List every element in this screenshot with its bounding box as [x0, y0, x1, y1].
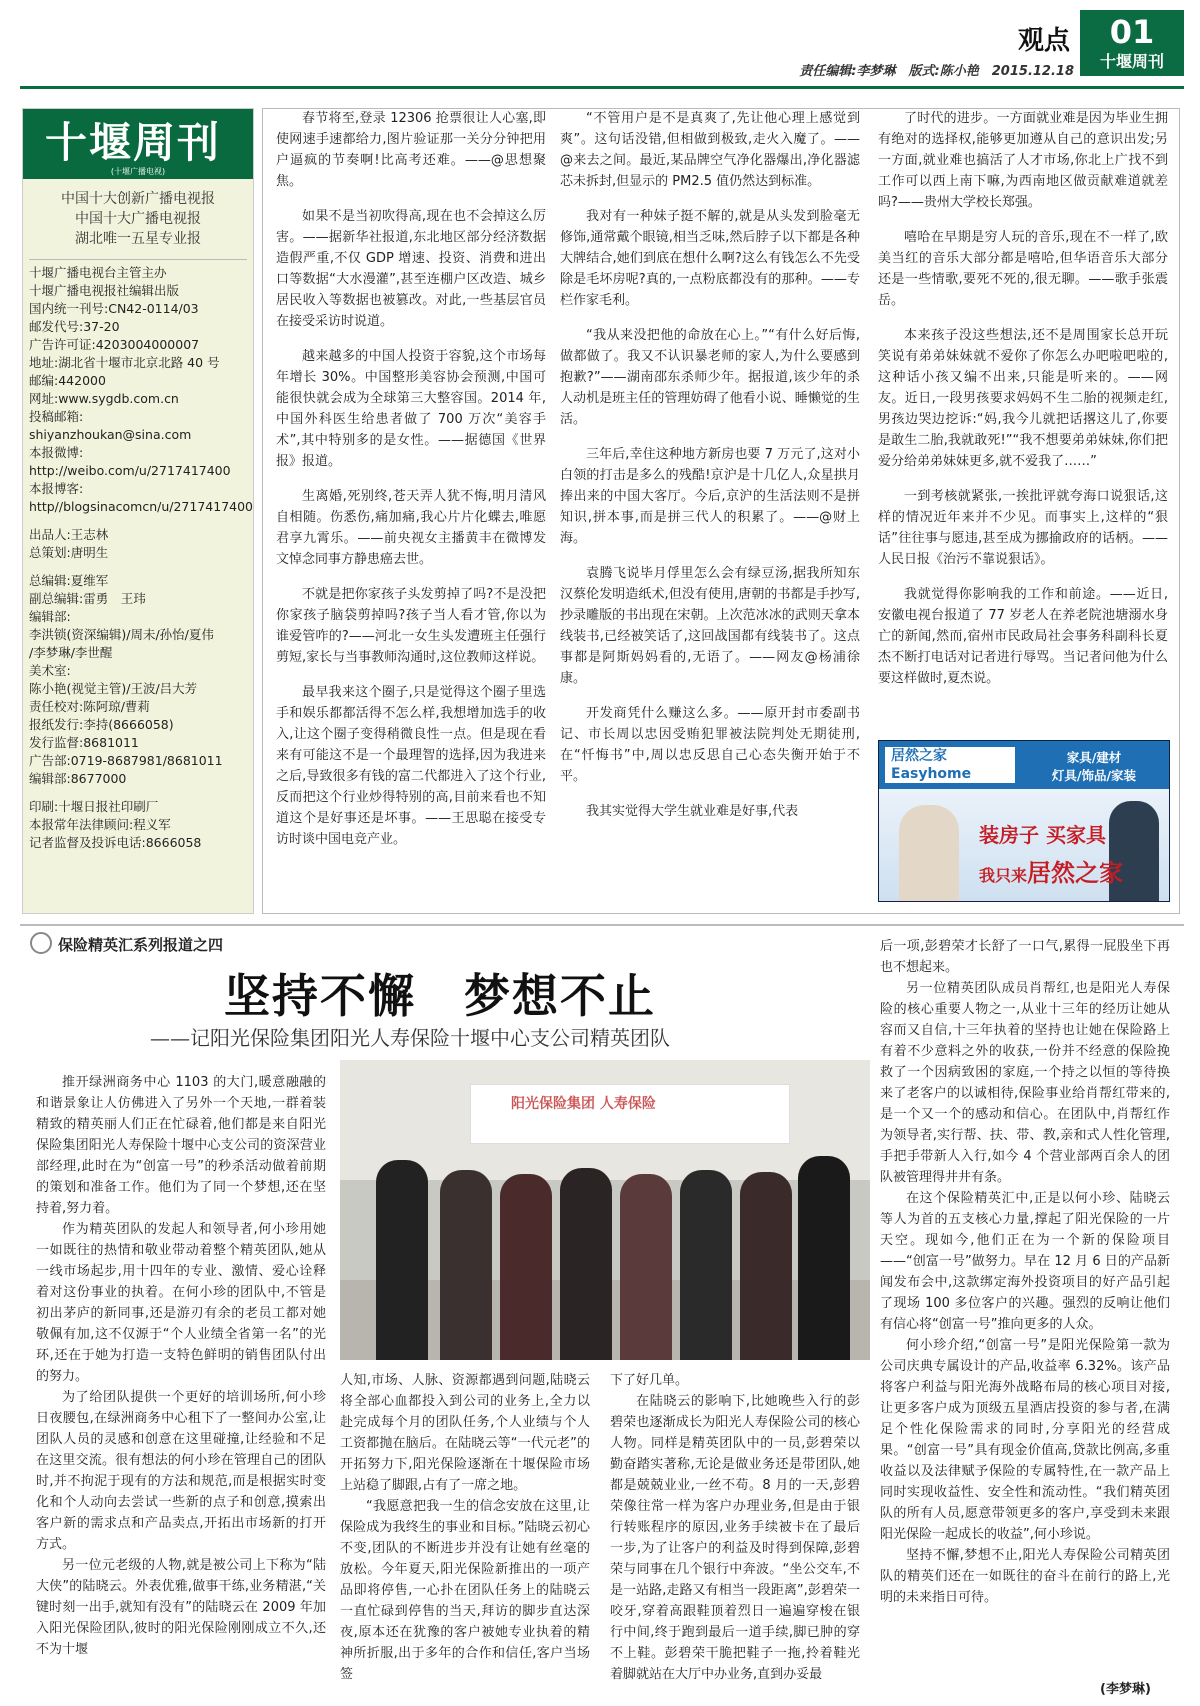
quote-paragraph: 本来孩子没这些想法,还不是周围家长总开玩笑说有弟弟妹妹就不爱你了你怎么办吧啦吧啦的,这种话小孩又编不出来,只能是听来的。——网友。近日,一段男孩要求妈妈不生二胎的视频走红,男孩边哭边挖诉:“妈,我今儿就把话撂这儿了,你要是敢生二胎,我就敢死!”“我不想要弟弟妹妹,你们把爱分给弟弟妹妹更多,就不爱我了……”	[878, 328, 1168, 469]
series-tag	[30, 932, 223, 955]
person-figure	[440, 1170, 492, 1360]
section-title: 观点	[1018, 26, 1071, 56]
info-line: 网址:www.sygdb.com.cn	[29, 391, 179, 406]
info-line: 出品人:王志林	[29, 527, 109, 542]
feature-column-2	[340, 1370, 590, 1685]
publication-info	[23, 264, 253, 516]
info-line: http//blogsinacomcn/u/2717417400	[29, 499, 254, 514]
info-line: 美术室:	[29, 663, 71, 678]
masthead-column	[22, 108, 254, 914]
info-line: 本报常年法律顾问:程义军	[29, 817, 171, 832]
person-figure	[560, 1168, 612, 1360]
circle-icon	[30, 932, 52, 954]
person-figure	[680, 1170, 732, 1360]
article-paragraph: 何小珍介绍,“创富一号”是阳光保险第一款为公司庆典专属设计的产品,收益率 6.32%。该产品将客户利益与阳光海外战略布局的核心项目对接,让更多客户成为顶级五星酒店投资的参与者,在满足个性化保险需求的同时,分享阳光的经营成果。“创富一号”具有现金价值高,贷款比例高,多重收益以及法律赋予保险的专属特性,在一款产品上同时实现收益性、安全性和流动性。“我们精英团队的所有人员,愿意带领更多的客户,享受到未来跟阳光保险一起成长的收益”,何小珍说。	[880, 1338, 1170, 1542]
slogan-line: 中国十大广播电视报	[75, 211, 201, 227]
info-line: 责任校对:陈阿琼/曹莉	[29, 699, 150, 714]
series-tag-label: 保险精英汇系列报道之四	[58, 936, 224, 954]
info-line: 广告许可证:4203004000007	[29, 337, 200, 352]
article-paragraph: 作为精英团队的发起人和领导者,何小珍用她一如既往的热情和敬业带动着整个精英团队,她从一线市场起步,用十四年的专业、激情、爱心诠释着对这份事业的执着。在何小珍的团队中,不管是初出茅庐的新同事,还是游刃有余的老员工都对她敬佩有加,这不仅源于“个人业绩全省第一名”的光环,还在于她为打造一支特色鲜明的销售团队付出的努力。	[36, 1222, 326, 1384]
quote-paragraph: “不管用户是不是真爽了,先让他心理上感觉到爽”。这句话没错,但相做到极致,走火入魔了。——@来去之间。最近,某品牌空气净化器爆出,净化器滤芯未拆封,但显示的 PM2.5 值仍然达到标准。	[560, 111, 860, 189]
info-line: 十堰广播电视报社编辑出版	[29, 283, 180, 298]
publisher-info	[23, 526, 253, 562]
printing-info	[23, 798, 253, 852]
ad-slogan-name: 居然之家	[1027, 859, 1124, 887]
quote-paragraph: “我从来没把他的命放在心上。”“有什么好后悔,做都做了。我又不认识暴老师的家人,为什么要感到抱歉?”——湖南邵东杀师少年。据报道,该少年的杀人动机是班主任的管理妨碍了他看小说、睡懒觉的生活。	[560, 328, 860, 427]
info-line: 国内统一刊号:CN42-0114/03	[29, 301, 199, 316]
slogan-line: 中国十大创新广播电视报	[61, 191, 215, 207]
info-line: 编辑部:	[29, 609, 71, 624]
masthead-title: 十堰周刊	[45, 118, 222, 167]
article-paragraph: “我愿意把我一生的信念安放在这里,让保险成为我终生的事业和目标。”陆晓云初心不变,团队的不断进步并没有让她有丝毫的放松。今年夏天,阳光保险新推出的一项产品即将停售,一心扑在团队任务上的陆晓云一直忙碌到停售的当天,拜访的脚步直达深夜,原本还在犹豫的客户被她专业执着的精神所折服,出于多年的合作和信任,客户当场签	[340, 1499, 590, 1682]
quote-paragraph: 我其实觉得大学生就业难是好事,代表	[586, 804, 799, 819]
quotes-column-1	[276, 108, 546, 864]
section-divider	[20, 924, 1184, 926]
info-line: http://weibo.com/u/2717417400	[29, 463, 231, 478]
info-line: 总策划:唐明生	[29, 545, 109, 560]
info-line: 记者监督及投诉电话:8666058	[29, 835, 202, 850]
ad-slogan-prefix: 我只来	[979, 866, 1028, 885]
quote-paragraph: 一到考核就紧张,一挨批评就夸海口说狠话,这样的情况近年来并不少见。而事实上,这样的“狠话”往往事与愿违,甚至成为挪揄政府的话柄。——人民日报《治污不靠说狠话》。	[878, 489, 1168, 567]
info-line: 编辑部:8677000	[29, 771, 127, 786]
quote-paragraph: 袁腾飞说毕月俘里怎么会有绿豆汤,据我所知东汉蔡伦发明造纸术,但没有使用,唐朝的书都是手抄写,抄录雕版的书出现在宋朝。上次范冰冰的武则天拿本线装书,已经被笑话了,这回战国都有线装书了。这点事都是阿斯妈妈看的,无语了。——网友@杨浦徐康。	[560, 566, 860, 686]
quote-paragraph: 越来越多的中国人投资于容貌,这个市场每年增长 30%。中国整形美容协会预测,中国可能很快就会成为全球第三大整容国。2014 年,中国外科医生给患者做了 700 万次“美容手术”,其中特别多的是女性。——据德国《世界报》报道。	[276, 349, 546, 469]
quote-paragraph: 三年后,幸住这种地方新房也要 7 万元了,这对小白领的打击是多么的残酷!京沪是十几亿人,众星拱月捧出来的中国大客厅。今后,京沪的生活法则不是拼知识,拼本事,而是拼三代人的积累了。——@财上海。	[560, 447, 860, 546]
article-paragraph: 在这个保险精英汇中,正是以何小珍、陆晓云等人为首的五支核心力量,撑起了阳光保险的一片天空。现如今,他们正在为一个新的保险项目——“创富一号”做努力。早在 12 月 6 日的产品新闻发布会中,这款绑定海外投资项目的好产品引起了现场 100 多位客户的兴趣。强烈的反响让他们有信心将“创富一号”推向更多的人众。	[880, 1191, 1170, 1332]
quote-paragraph: 最早我来这个圈子,只是觉得这个圈子里选手和娱乐都都活得不怎么样,我想增加选手的收入,让这个圈子变得稍微良性一点。但是现在看来有可能这不是一个最理智的选择,因为我进来之后,导致很多有钱的富二代都进入了这个行业,反而把这个行业炒得特别的高,目前来看也不知道这个是好事还是坏事。——王思聪在接受专访时谈中国电竞产业。	[276, 685, 546, 847]
quote-paragraph: 不就是把你家孩子头发剪掉了吗?不是没把你家孩子脑袋剪掉吗?孩子当人看才管,你以为谁爱管咋的?——河北一女生头发遭班主任强行剪短,家长与当事教师沟通时,这位教师这样说。	[276, 587, 546, 665]
feature-column-4	[880, 936, 1170, 1608]
ad-category: 家具/建材	[1066, 750, 1122, 765]
ad-category: 灯具/饰品/家装	[1051, 768, 1137, 783]
info-line: 陈小艳(视觉主管)/王波/吕大芳	[29, 681, 198, 696]
info-line: 副总编辑:雷勇 王玮	[29, 591, 146, 606]
feature-column-1	[36, 1072, 326, 1660]
info-line: 报纸发行:李持(8666058)	[29, 717, 174, 732]
ad-person-figure	[899, 805, 959, 901]
article-paragraph: 另一位元老级的人物,就是被公司上下称为“陆大侠”的陆晓云。外表优雅,做事干练,业务精湛,“关键时刻一出手,就知有没有”的陆晓云在 2009 年加入阳光保险团队,彼时的阳光保险刚刚成立不久,还不为十堰	[36, 1558, 326, 1657]
person-figure	[798, 1156, 850, 1360]
info-line: 投稿邮箱:	[29, 409, 84, 424]
ad-slogan: 装房子 买家具	[979, 823, 1106, 847]
quote-paragraph: 了时代的进步。一方面就业难是因为毕业生拥有绝对的选择权,能够更加遵从自己的意识出发;另一方面,就业难也搞活了人才市场,你北上广找不到工作可以西上南下嘛,为西南地区做贡献难道就差吗?——贵州大学校长郑强。	[878, 111, 1168, 210]
info-line: 十堰广播电视台主管主办	[29, 265, 167, 280]
article-paragraph: 坚持不懈,梦想不止,阳光人寿保险公司精英团队的精英们还在一如既往的奋斗在前行的路上,光明的未来指日可待。	[880, 1548, 1170, 1605]
divider	[29, 259, 247, 260]
article-paragraph: 推开绿洲商务中心 1103 的大门,暖意融融的和谐景象让人仿佛进入了另外一个天地,一群着装精致的精英丽人们正在忙碌着,他们都是来自阳光保险集团阳光人寿保险十堰中心支公司的资深营业部经理,此时在为“创富一号”的秒杀活动做着前期的策划和准备工作。他们为了同一个梦想,还在坚持着,努力着。	[36, 1075, 326, 1216]
author-byline: (李梦琳)	[1100, 1682, 1151, 1697]
feature-headline: 坚持不懈 梦想不止	[224, 969, 656, 1023]
info-line: 地址:湖北省十堰市北京北路 40 号	[29, 355, 220, 370]
page-number-badge	[1080, 10, 1184, 76]
info-line: /李梦琳/李世醒	[29, 645, 113, 660]
feature-column-3	[610, 1370, 860, 1685]
masthead-logo	[23, 109, 253, 179]
person-figure	[376, 1160, 428, 1360]
paper-name: 十堰周刊	[1099, 52, 1164, 71]
slogan-line: 湖北唯一五星专业报	[75, 231, 201, 247]
advertisement	[878, 740, 1170, 902]
info-line: 本报博客:	[29, 481, 84, 496]
page-number: 01	[1109, 13, 1155, 51]
quote-paragraph: 开发商凭什么赚这么多。——原开封市委副书记、市长周以忠因受贿犯罪被法院判处无期徒刑,在“忏悔书”中,周以忠反思自己心态失衡开始于不平。	[560, 706, 860, 784]
article-paragraph: 在陆晓云的影响下,比她晚些入行的彭碧荣也逐渐成长为阳光人寿保险公司的核心人物。同样是精英团队中的一员,彭碧荣以勤奋踏实著称,无论是做业务还是带团队,她都是兢兢业业,一丝不苟。8 月的一天,彭碧荣像往常一样为客户办理业务,但是由于银行转账程序的原因,业务手续被卡在了最后一步,为了让客户的利益及时得到保障,彭碧荣与同事在几个银行中奔波。“坐公交车,不是一站路,走路又有相当一段距离”,彭碧荣一咬牙,穿着高跟鞋顶着烈日一遍遍穿梭在银行中间,终于跑到最后一道手续,脚已肿的穿不上鞋。彭碧荣干脆把鞋子一拖,拎着鞋光着脚就站在大厅中办业务,直到办妥最	[610, 1394, 860, 1682]
masthead-subtitle: (十堰广播电视)	[110, 167, 166, 176]
info-line: 本报微博:	[29, 445, 84, 460]
person-figure	[620, 1174, 672, 1360]
editorial-staff	[23, 572, 253, 788]
quote-paragraph: 我就觉得你影响我的工作和前途。——近日,安徽电视台报道了 77 岁老人在养老院池塘溺水身亡的新闻,然而,宿州市民政局社会事务科副科长夏杰不断打电话对记者进行辱骂。当记者问他为什么要这样做时,夏杰说。	[878, 587, 1168, 686]
article-paragraph: 后一项,彭碧荣才长舒了一口气,累得一屁股坐下再也不想起来。	[880, 939, 1170, 975]
ad-slogan-brand	[979, 853, 1123, 888]
quotes-column-3	[878, 108, 1168, 703]
info-line: shiyanzhoukan@sina.com	[29, 427, 192, 442]
header-divider	[20, 86, 1184, 89]
ad-brand: 居然之家	[891, 748, 947, 764]
info-line: 印刷:十堰日报社印刷厂	[29, 799, 159, 814]
person-figure	[740, 1172, 792, 1360]
quote-paragraph: 春节将至,登录 12306 抢票很让人心塞,即使网速手速都给力,图片验证那一关分分钟把用户逼疯的节奏啊!比高考还难。——@思想聚焦。	[276, 111, 546, 189]
quotes-column-2	[560, 108, 860, 836]
photo-sign: 阳光保险集团 人寿保险	[470, 1084, 790, 1144]
ad-categories	[1029, 749, 1159, 785]
masthead-slogans	[23, 179, 253, 255]
ad-logo	[885, 747, 1015, 783]
info-line: 广告部:0719-8687981/8681011	[29, 753, 223, 768]
article-paragraph: 人知,市场、人脉、资源都遇到问题,陆晓云将全部心血都投入到公司的业务上,全力以赴完成每个月的团队任务,个人业绩与个人工资都抛在脑后。在陆晓云等“一代元老”的开拓努力下,阳光保险逐渐在十堰保险市场上站稳了脚跟,占有了一席之地。	[340, 1373, 590, 1493]
info-line: 发行监督:8681011	[29, 735, 139, 750]
quote-paragraph: 嘻哈在早期是穷人玩的音乐,现在不一样了,欧美当红的音乐大部分都是嘻哈,但华语音乐大部分还是一些情歌,要死不死的,很无聊。——歌手张震岳。	[878, 230, 1168, 308]
quote-paragraph: 如果不是当初吹得高,现在也不会掉这么厉害。——据新华社报道,东北地区部分经济数据造假严重,不仅 GDP 增速、投资、消费和进出口等数据“大水漫灌”,甚至连棚户区改造、城乡居民收入等数据也被篡改。对此,一些基层官员在接受采访时说道。	[276, 209, 546, 329]
info-line: 邮发代号:37-20	[29, 319, 120, 334]
info-line: 李洪锁(资深编辑)/周未/孙怡/夏伟	[29, 627, 214, 642]
quote-paragraph: 我对有一种妹子挺不解的,就是从头发到脸毫无修饰,通常戴个眼镜,相当乏味,然后脖子以下都是各种大牌结合,她们到底在想什么啊?这么有钱怎么不先受除是毛坏房呢?真的,一点粉底都没有的那种。——专栏作家毛利。	[560, 209, 860, 308]
feature-subhead: ——记阳光保险集团阳光人寿保险十堰中心支公司精英团队	[150, 1026, 670, 1050]
team-photo	[340, 1060, 870, 1360]
article-paragraph: 下了好几单。	[610, 1373, 689, 1388]
editor-credits: 责任编辑:李梦琳 版式:陈小艳 2015.12.18	[799, 64, 1074, 79]
article-paragraph: 为了给团队提供一个更好的培训场所,何小珍日夜腰包,在绿洲商务中心租下了一整间办公室,让团队人员的灵感和创意在这里碰撞,让经验和不足在这里交流。很有想法的何小珍在管理自己的团队时,并不拘泥于现有的方法和规范,而是根据实时变化和个人动向去尝试一些新的点子和创意,摸索出客户新的需求点和产品卖点,开拓出市场新的打开方式。	[36, 1390, 326, 1552]
info-line: 邮编:442000	[29, 373, 106, 388]
person-figure	[500, 1174, 552, 1360]
ad-brand-en: Easyhome	[891, 766, 972, 782]
info-line: 总编辑:夏维军	[29, 573, 109, 588]
quote-paragraph: 生离婚,死别终,苍天弄人犹不悔,明月清风自相随。伤悉伤,痛加痛,我心片片化蝶去,唯愿君享九霄乐。——前央视女主播黄丰在微博发文悼念同事方静患癌去世。	[276, 489, 546, 567]
article-paragraph: 另一位精英团队成员肖帮红,也是阳光人寿保险的核心重要人物之一,从业十三年的经历让她从容而又自信,十三年执着的坚持也让她在保险路上有着不少意料之外的收获,一份并不经意的保险挽救了一个因病致困的家庭,一个持之以恒的等待换来了老客户的以诚相待,保险事业给肖帮红带来的,是一个又一个的感动和信心。在团队中,肖帮红作为领导者,实行帮、扶、带、教,亲和式人性化管理,手把手带新人入行,如今 4 个营业部两百余人的团队被管理得井井有条。	[880, 981, 1170, 1185]
